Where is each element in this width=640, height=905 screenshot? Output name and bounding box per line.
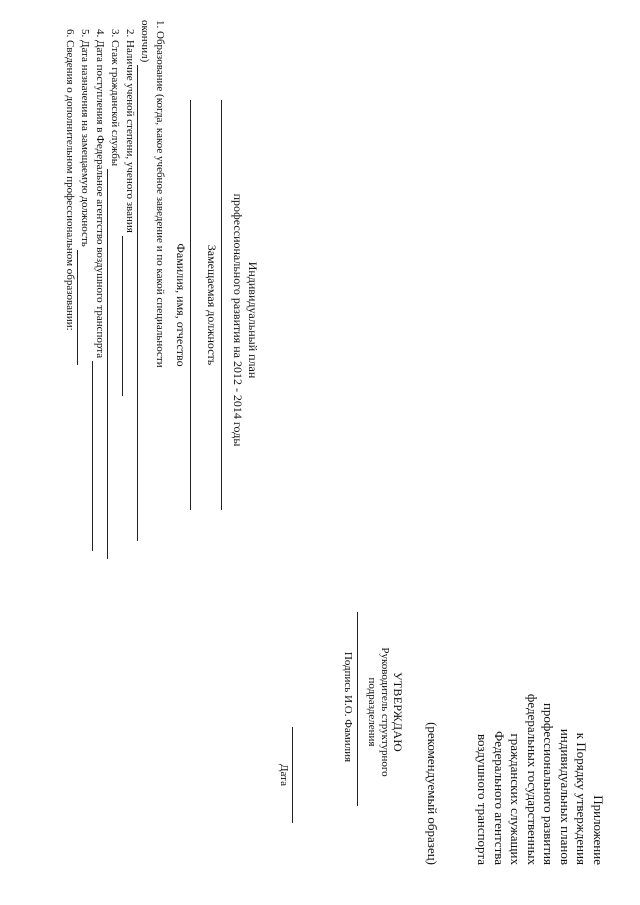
name-field-line	[190, 100, 191, 510]
form-item	[122, 20, 137, 559]
form-item-label: 1. Образование (когда, какое учебное заведение и по какой специальности	[154, 20, 166, 368]
form-item-label: 5. Дата назначения на замещаемую должность	[79, 29, 91, 247]
signature-label: Подпись И.О. Фамилия	[342, 651, 354, 763]
form-item-label: 2. Наличие ученой степени, ученого звания	[124, 29, 136, 233]
answer-line	[122, 236, 134, 396]
plan-title	[230, 120, 260, 520]
form-item-label: окончил)	[139, 20, 151, 63]
form-items	[62, 20, 167, 559]
approval-role: подразделения	[366, 677, 378, 747]
answer-line	[137, 65, 149, 541]
appendix-line: индивидуальных планов	[558, 728, 573, 865]
appendix-line: профессионального развития	[541, 702, 557, 865]
plan-title-line: профессионального развития на 2012 - 2014 годы	[231, 193, 245, 447]
answer-line	[77, 250, 89, 365]
approval-role: Руководитель структурного	[379, 647, 391, 777]
appendix-line: к Порядку утверждения	[574, 732, 590, 865]
form-item	[137, 20, 152, 559]
form-item	[92, 20, 107, 559]
signature-line	[357, 612, 358, 806]
answer-line	[107, 169, 119, 559]
approval-title: УТВЕРЖДАЮ	[391, 671, 405, 753]
position-label: Замещаемая должность	[205, 244, 219, 366]
appendix-line: федеральных государственных	[525, 693, 540, 865]
approval-block	[365, 612, 404, 812]
form-item	[107, 20, 122, 559]
form-item	[77, 20, 92, 559]
position-field-line	[221, 100, 222, 510]
appendix-line: Федерального агентства	[492, 731, 507, 865]
name-label: Фамилия, имя, отчество	[174, 243, 188, 367]
appendix-line: воздушного транспорта	[475, 733, 491, 865]
recommended-sample-note: (рекомендуемый образец)	[425, 722, 440, 865]
form-item-label: 6. Сведения о дополнительном профессиональном образовании:	[64, 29, 76, 331]
form-item	[62, 20, 77, 559]
date-label: Дата	[278, 764, 290, 786]
date-line	[292, 727, 293, 823]
answer-line	[92, 361, 104, 551]
form-item-label: 3. Стаж гражданской службы	[109, 29, 121, 167]
plan-title-line: Индивидуальный план	[246, 261, 260, 379]
form-item-label: 4. Дата поступления в Федеральное агентство воздушного транспорта	[94, 29, 106, 359]
appendix-line: гражданских служащих	[508, 733, 524, 865]
appendix-line: Приложение	[591, 795, 606, 865]
form-item	[152, 20, 167, 559]
appendix-header	[474, 615, 606, 865]
